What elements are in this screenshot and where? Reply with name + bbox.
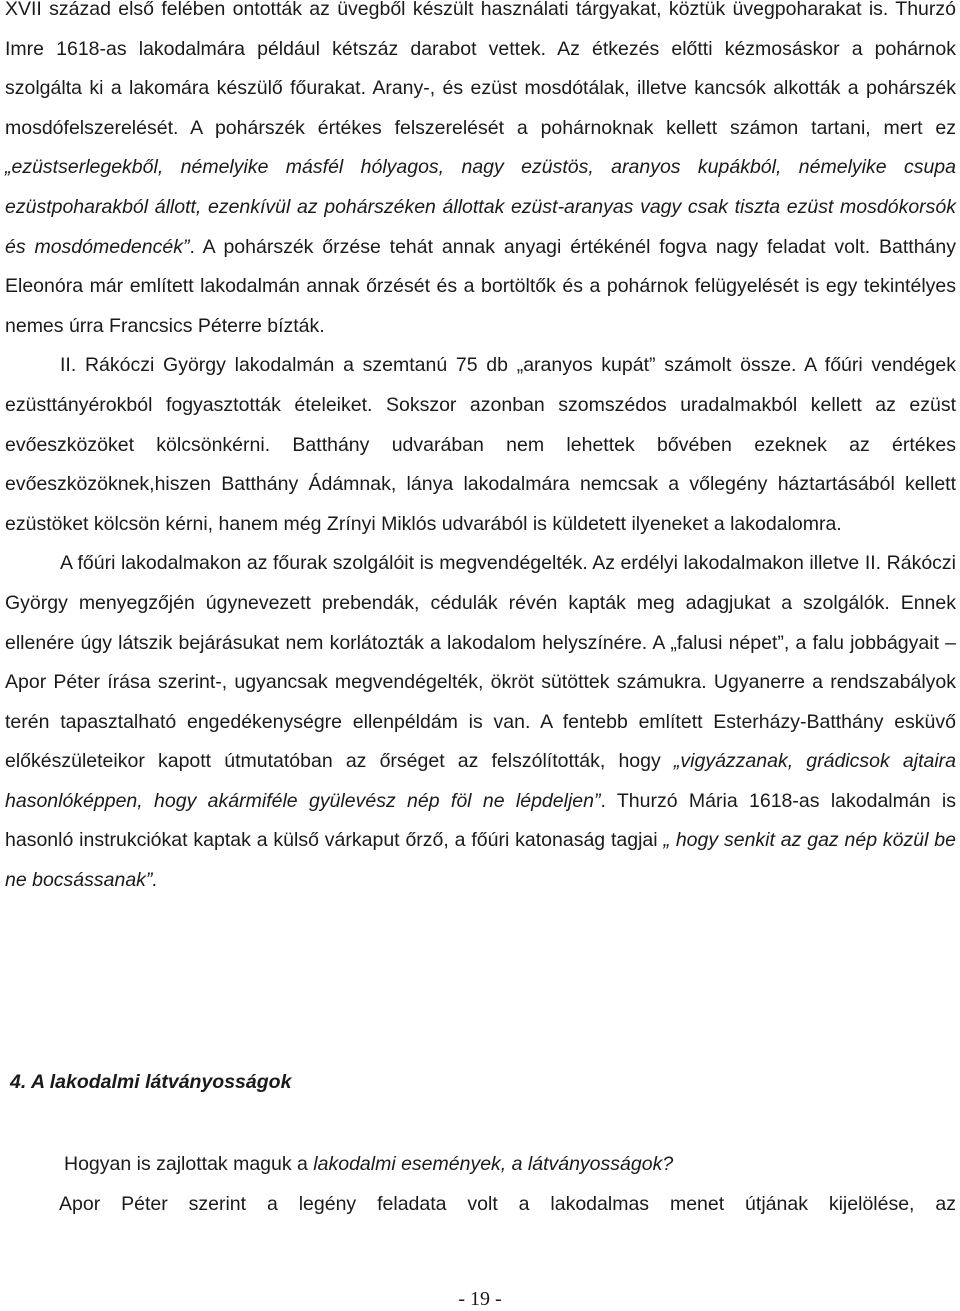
question-italic: lakodalmi események, a látványosságok?	[313, 1153, 674, 1175]
paragraph-2: II. Rákóczi György lakodalmán a szemtanú 75 db „aranyos kupát” számolt össze. A főúri vendégek ezüsttányérokból fogyasztották ételeiket. Sokszor azonban szomszédos uradalmakból kellett az ezüst evőeszközöket kölcsönkérni. Batthány udvarában nem lehettek bővében ezeknek az értékes evőeszközöknek,hiszen Batthány Ádámnak, lánya lakodalmára nemcsak a vőlegény háztartásából kellett ezüstöket kölcsön kérni, hanem még Zrínyi Miklós udvarából is küldetett ilyeneket a lakodalomra.	[5, 354, 956, 535]
paragraph-1-text-a: XVII század első felében ontották az üvegből készült használati tárgyakat, köztük üvegpoharakat is. Thurzó Imre 1618-as lakodalmára például kétszáz darabot vettek. Az étkezés előtti kézmosáskor a pohárnok szolgálta ki a lakomára készülő főurakat. Arany-, és ezüst mosdótálak, illetve kancsók alkották a pohárszék mosdófelszerelését. A pohárszék értékes felszerelését a pohárnoknak kellett számon tartani, mert ez	[5, 0, 956, 139]
paragraph-3-quote-1: „vigyázzanak, grádicsok ajtaira hasonlóképpen, hogy akármiféle gyülevész nép föl ne lépdeljen”	[5, 750, 956, 812]
page-number: - 19 -	[458, 1288, 502, 1310]
section-heading: 4. A lakodalmi látványosságok	[10, 1071, 292, 1093]
paragraph-3-text-a: A főúri lakodalmakon az főurak szolgálóit is megvendégelték. Az erdélyi lakodalmakon illetve II. Rákóczi György menyegzőjén úgynevezett prebendák, cédulák révén kapták meg adagjukat a szolgálók. Ennek ellenére úgy látszik bejárásukat nem korlátozták a lakodalom helyszínére. A „falusi népet”, a falu jobbágyait – Apor Péter írása szerint-, ugyancsak megvendégelték, ökröt sütöttek számukra. Ugyanerre a rendszabályok terén tapasztalható engedékenységre ellenpéldám is van. A fentebb említett Esterházy-Batthány esküvő előkészületeikor kapott útmutatóban az őrséget az felszólították, hogy	[5, 552, 956, 773]
paragraph-1	[5, 0, 956, 346]
question-plain: Hogyan is zajlottak maguk a	[64, 1153, 314, 1175]
paragraph-3-quote-2: „ hogy senkit az gaz nép közül be ne bocsássanak”.	[5, 829, 956, 892]
paragraph-1-text-c: . A pohárszék őrzése tehát annak anyagi értékénél fogva nagy feladat volt. Batthány Eleonóra már említett lakodalmán annak őrzését és a bortöltők és a pohárnok felügyelését is egy tekintélyes nemes úrra Francsics Péterre bízták.	[5, 235, 956, 337]
paragraph-3-text-c: . Thurzó Mária 1618-as lakodalmán is hasonló instrukciókat kaptak a külső várkaput őrző, a főúri katonaság tagjai	[5, 789, 956, 852]
paragraph-4-start: Apor Péter szerint a legény feladata volt a lakodalmas menet útjának kijelölése, az	[59, 1193, 956, 1215]
body-text-block	[5, 0, 956, 901]
question-line	[64, 1144, 673, 1184]
paragraph-1-quote: „ezüstserlegekből, némelyike másfél hólyagos, nagy ezüstös, aranyos kupákból, némelyike csupa ezüstpoharakból állott, ezenkívül az pohárszéken állottak ezüst-aranyas vagy csak tiszta ezüst mosdókorsók és mosdómedencék”	[5, 156, 956, 258]
paragraph-3	[5, 544, 956, 900]
